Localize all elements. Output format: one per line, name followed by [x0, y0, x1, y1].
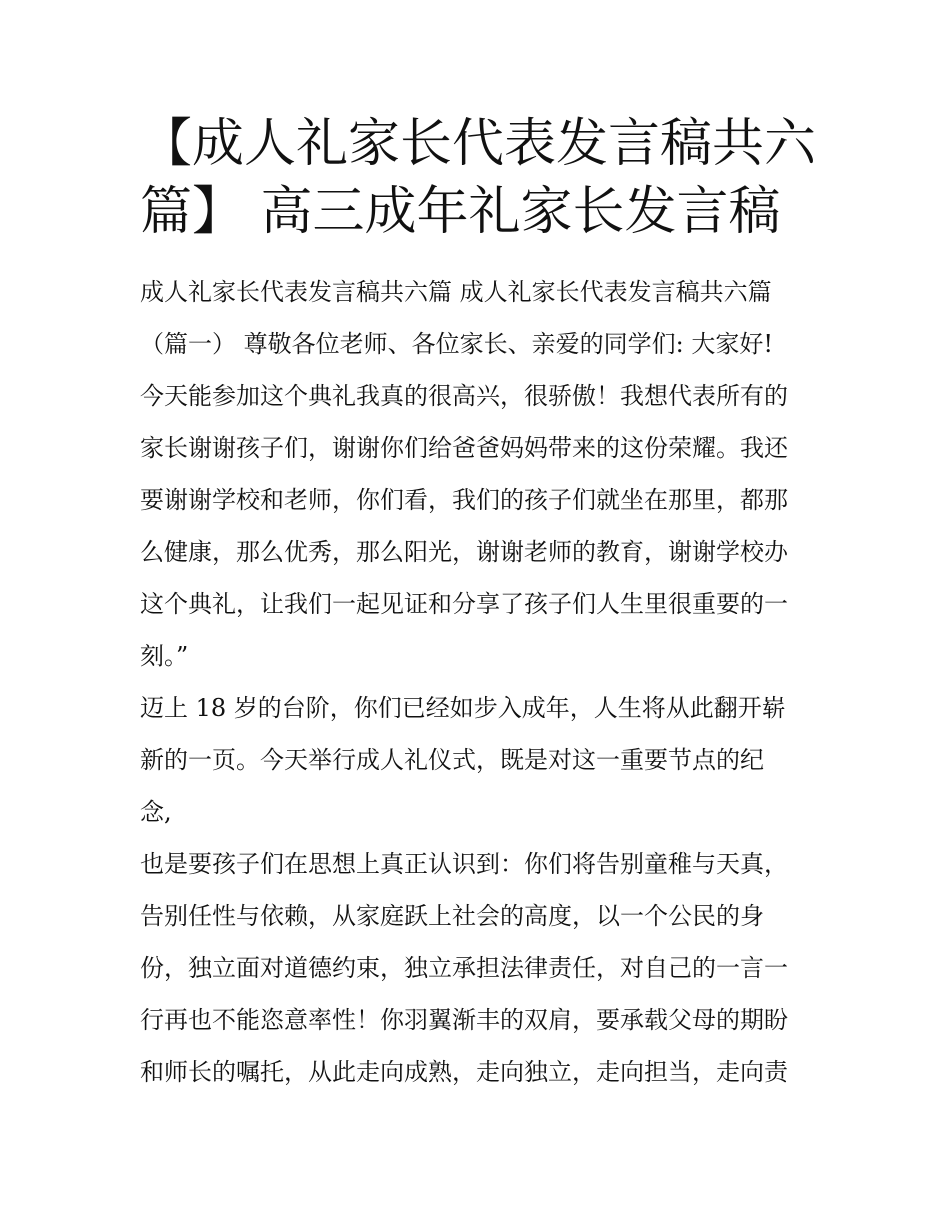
- text-line: 新的一页。今天举行成人礼仪式，既是对这一重要节点的纪: [140, 746, 764, 774]
- title-line: 篇】 高三成年礼家长发言稿: [140, 182, 781, 242]
- text-line: 份，独立面对道德约束，独立承担法律责任，对自己的一言一: [140, 954, 788, 982]
- text-line: 告别任性与依赖，从家庭跃上社会的高度，以一个公民的身: [140, 902, 764, 930]
- text-line: 和师长的嘱托，从此走向成熟，走向独立，走向担当，走向责: [140, 1058, 788, 1086]
- text-line: 成人礼家长代表发言稿共六篇 成人礼家长代表发言稿共六篇: [140, 278, 772, 306]
- text-line: 迈上 18 岁的台阶，你们已经如步入成年，人生将从此翻开崭: [140, 694, 786, 722]
- document-title: [140, 110, 820, 246]
- text-line: 要谢谢学校和老师，你们看，我们的孩子们就坐在那里，都那: [140, 486, 788, 514]
- text-line: 刻。”: [140, 642, 189, 670]
- text-line: 今天能参加这个典礼我真的很高兴，很骄傲！我想代表所有的: [140, 382, 788, 410]
- paragraph: [140, 696, 830, 824]
- text-line: 行再也不能恣意率性！你羽翼渐丰的双肩，要承载父母的期盼: [140, 1006, 788, 1034]
- text-line: 念,: [140, 798, 172, 826]
- text-line: 么健康，那么优秀，那么阳光，谢谢老师的教育，谢谢学校办: [140, 538, 788, 566]
- paragraph: [140, 852, 830, 1084]
- text-line: （篇一） 尊敬各位老师、各位家长、亲爱的同学们: 大家好!: [140, 330, 773, 358]
- title-line: 【成人礼家长代表发言稿共六: [140, 114, 817, 174]
- text-line: 这个典礼，让我们一起见证和分享了孩子们人生里很重要的一: [140, 590, 788, 618]
- text-line: 家长谢谢孩子们，谢谢你们给爸爸妈妈带来的这份荣耀。我还: [140, 434, 788, 462]
- paragraph: [140, 280, 830, 668]
- document-body: [140, 280, 830, 1112]
- text-line: 也是要孩子们在思想上真正认识到：你们将告别童稚与天真，: [140, 850, 788, 878]
